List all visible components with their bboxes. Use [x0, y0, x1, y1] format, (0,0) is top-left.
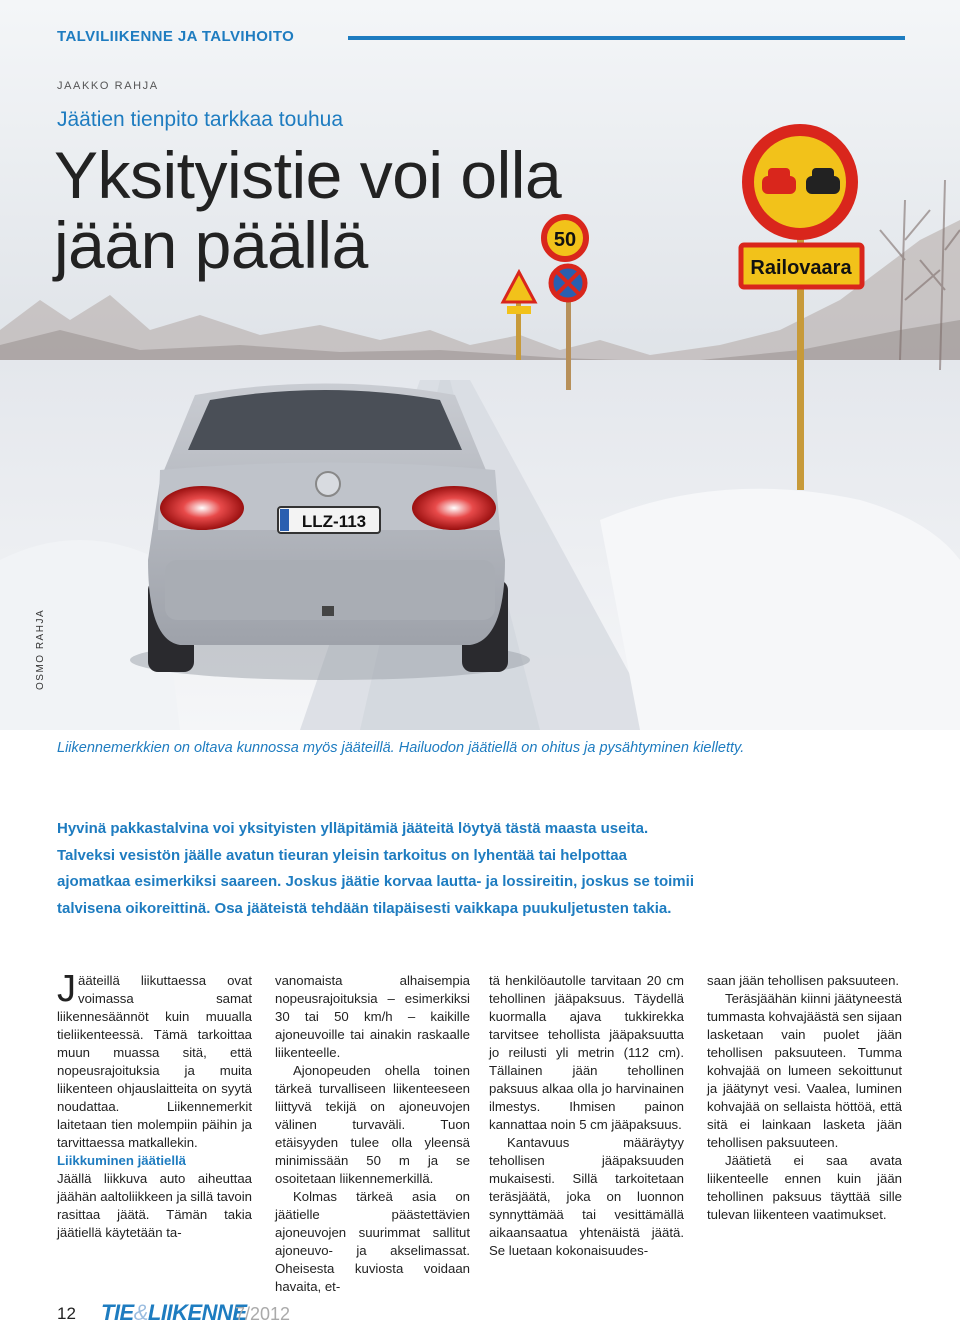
body-paragraph: Kolmas tärkeä asia on jäätielle päästettävien ajoneuvojen suurimmat sallitut ajoneuvo- ja akselimassat. Oheisesta kuviosta voidaan havaita, et-	[275, 1189, 470, 1294]
headline	[54, 140, 561, 280]
drop-cap: J	[57, 968, 76, 1010]
body-paragraph: Jäätietä ei saa avata liikenteelle ennen kuin jään tehollinen paksuus täyttää sille tulevan liikenteen vaatimukset.	[707, 1153, 902, 1222]
lede-line: Hyvinä pakkastalvina voi yksityisten ylläpitämiä jääteitä löytyä tästä maasta useita.	[57, 820, 649, 837]
logo-ampersand: &	[133, 1300, 148, 1325]
photo-caption: Liikennemerkkien on oltava kunnossa myös jääteillä. Hailuodon jäätiellä on ohitus ja pysähtyminen kielletty.	[57, 740, 745, 756]
headline-line-2: jään päällä	[54, 208, 368, 282]
railovaara-text: Railovaara	[750, 257, 852, 279]
body-columns	[57, 968, 907, 1294]
lede-line: ajomatkaa esimerkiksi saareen. Joskus jäätie korvaa lautta- ja lossireitin, joskus se toimii	[57, 873, 694, 890]
lede-line: talvisena oikoreittinä. Osa jääteistä tehdään tilapäisesti vaikkapa puukuljetusten takia.	[57, 899, 672, 917]
body-column-3	[489, 972, 684, 1260]
body-paragraph: vanomaista alhaisempia nopeusrajoituksia – esimerkiksi 30 tai 50 km/h – kaikille ajoneuvoille tai ainakin raskaalle liikenteelle.	[275, 973, 470, 1060]
headline-line-1: Yksityistie voi olla	[54, 138, 562, 212]
author-byline: JAAKKO RAHJA	[57, 80, 159, 92]
body-paragraph: Jäällä liikkuva auto aiheuttaa jäähän aaltoliikkeen ja sillä tavoin rasittaa jäätä. Tämän takia jäätiellä käytetään ta-	[57, 1171, 253, 1240]
body-text: ääteillä liikuttaessa ovat voimassa samat liikennesäännöt kuin muualla tieliikenteessä. Tämä tarkoittaa muun muassa sitä, että nopeusrajoituksia ja muita liikenteen ohjauslaitteita on syytä noudattaa. Liikennemerkit laitetaan tien molempiin päihin ja tarvittaessa matkallekin.	[57, 973, 252, 1150]
issue-number: 7/2012	[235, 1304, 291, 1324]
header-rule	[348, 36, 905, 40]
body-column-4	[707, 972, 902, 1224]
license-plate-text: LLZ-113	[301, 512, 367, 531]
section-header: TALVILIIKENNE JA TALVIHOITO	[57, 28, 295, 45]
kicker: Jäätien tienpito tarkkaa touhua	[57, 108, 344, 131]
page-footer	[57, 1300, 557, 1328]
logo-part-2: LIIKENNE	[147, 1300, 247, 1325]
body-paragraph: tä henkilöautolle tarvitaan 20 cm tehollinen jääpaksuus. Täydellä kuormalla ajava tukkirekka tarvitsee tehollista jääpaksuutta jo reilusti yli metrin (112 cm). Tällainen jään tehollinen paksuus alkaa olla jo harvinainen ilmestys. Ihmisen painon kannattaa noin 5 cm jääpaksuus.	[489, 973, 684, 1132]
page-number: 12	[57, 1304, 76, 1323]
speed-limit-value: 50	[553, 229, 577, 251]
lede-line: Talveksi vesistön jäälle avatun tieuran yleisin tarkoitus on lyhentää tai helpottaa	[57, 846, 627, 864]
body-paragraph: Teräsjäähän kiinni jäätyneestä tummasta kohvajäästä sen sijaan lasketaan vain puolet jään tehollisen paksuuteen. Tumma kohvajää on lumeen sekoittunut ja jäätynyt vesi. Vaalea, luminen kohvajää on sellaista höttöä, että sitä ei lainkaan lasketa jään tehollisen paksuuteen.	[707, 991, 902, 1150]
body-paragraph	[57, 968, 252, 1152]
body-paragraph: Kantavuus määräytyy tehollisen jääpaksuuden mukaisesti. Sillä tarkoitetaan teräsjäätä, joka on luonnon synnyttämää tai vesittämällä aikaansaatua yhtenäistä jäätä. Se luetaan kokonaisuudes-	[489, 1135, 684, 1258]
lede	[57, 816, 917, 922]
body-column-1	[57, 968, 253, 1242]
magazine-logo	[101, 1300, 247, 1326]
logo-part-1: TIE	[101, 1300, 134, 1325]
body-paragraph: saan jään tehollisen paksuuteen.	[707, 973, 900, 988]
body-column-2	[275, 972, 470, 1296]
body-paragraph: Ajonopeuden ohella toinen tärkeä turvalliseen liikenteeseen liittyvä tekijä on ajoneuvojen välinen turvaväli. Tuon etäisyyden tulee olla yleensä minimissään 50 m ja se osoitetaan liikennemerkillä.	[275, 1063, 470, 1186]
subheading: Liikkuminen jäätiellä	[57, 1153, 186, 1168]
photo-credit: OSMO RAHJA	[35, 608, 46, 690]
